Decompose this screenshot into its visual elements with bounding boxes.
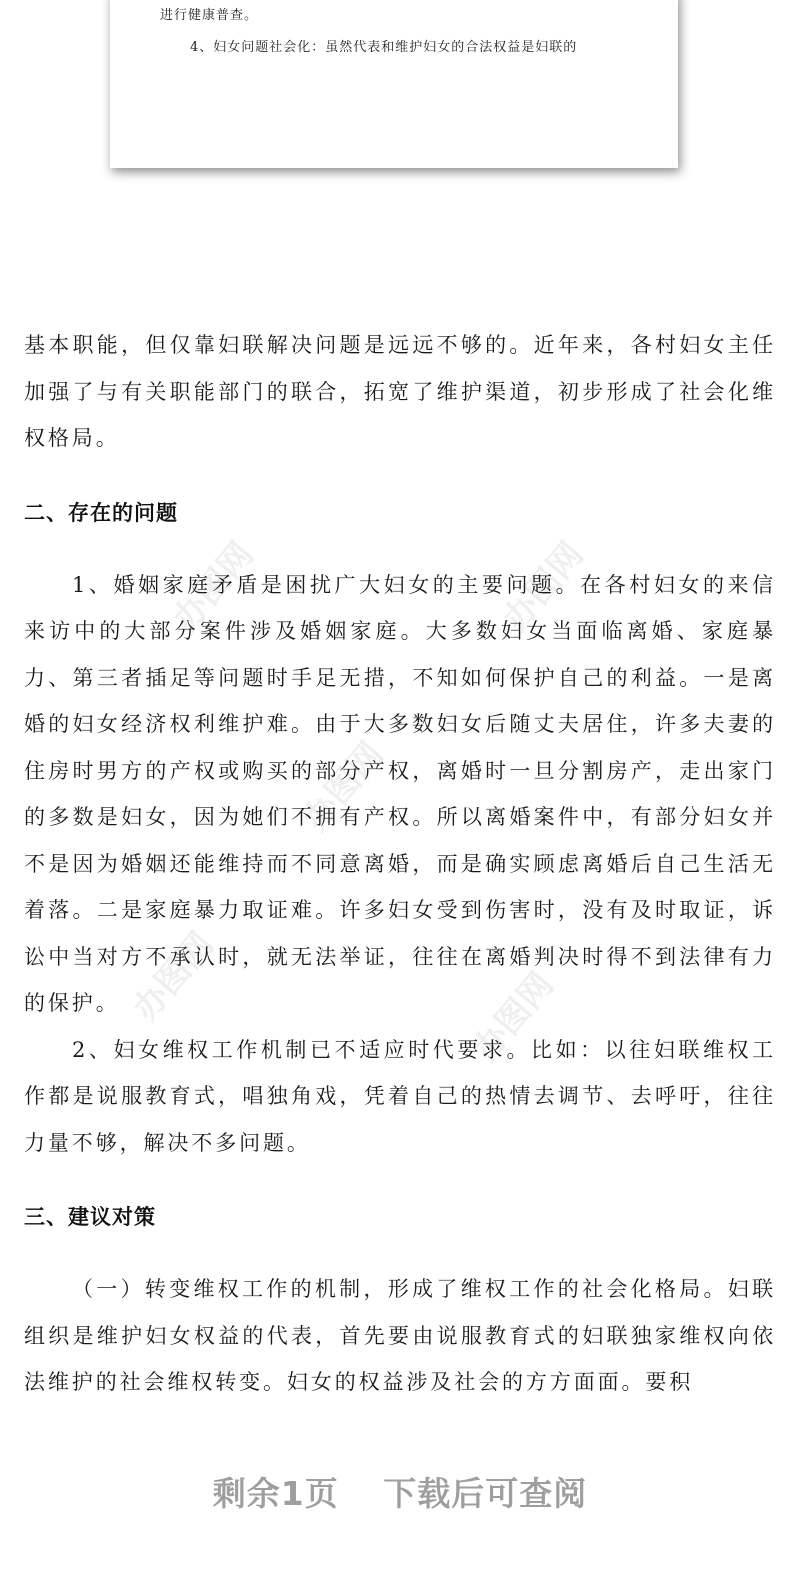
watermark: 办图网 (295, 734, 392, 839)
document-preview-card (110, 0, 678, 168)
section-heading: 三、建议对策 (24, 1205, 156, 1229)
watermark: 办图网 (465, 964, 562, 1069)
watermark: 办图网 (495, 534, 592, 639)
body-paragraph: 基本职能，但仅靠妇联解决问题是远远不够的。近年来，各村妇女主任加强了与有关职能部门的联合，拓宽了维护渠道，初步形成了社会化维权格局。 (24, 333, 776, 450)
body-paragraph: 1、婚姻家庭矛盾是困扰广大妇女的主要问题。在各村妇女的来信来访中的大部分案件涉及婚姻家庭。大多数妇女当面临离婚、家庭暴力、第三者插足等问题时手足无措，不知如何保护自己的利益。一是离婚的妇女经济权利维护难。由于大多数妇女后随丈夫居住，许多夫妻的住房时男方的产权或购买的部分产权，离婚时一旦分割房产，走出家门的多数是妇女，因为她们不拥有产权。所以离婚案件中，有部分妇女并不是因为婚姻还能维持而不同意离婚，而是确实顾虑离婚后自己生活无着落。二是家庭暴力取证难。许多妇女受到伤害时，没有及时取证，诉讼中当对方不承认时，就无法举证，往往在离婚判决时得不到法律有力的保护。 (24, 572, 776, 1015)
document-body (24, 322, 776, 1406)
preview-line: 4、妇女问题社会化：虽然代表和维护妇女的合法权益是妇联的 (190, 40, 578, 55)
watermark: 办图网 (165, 534, 262, 639)
section-heading: 二、存在的问题 (24, 500, 178, 525)
body-paragraph: 2、妇女维权工作机制已不适应时代要求。比如：以往妇联维权工作都是说服教育式，唱独角戏，凭着自己的热情去调节、去呼吁，往往力量不够，解决不多问题。 (24, 1037, 776, 1155)
remaining-pages-text: 剩余1页 (212, 1474, 339, 1513)
body-paragraph: （一）转变维权工作的机制，形成了维权工作的社会化格局。妇联组织是维护妇女权益的代表，首先要由说服教育式的妇联独家维权向依法维护的社会维权转变。妇女的权益涉及社会的方方面面。要积 (24, 1277, 776, 1394)
watermark: 办图网 (125, 924, 222, 1029)
preview-line: 进行健康普查。 (160, 8, 259, 23)
download-prompt-text[interactable]: 下载后可查阅 (383, 1474, 588, 1513)
download-banner[interactable] (0, 1468, 800, 1515)
